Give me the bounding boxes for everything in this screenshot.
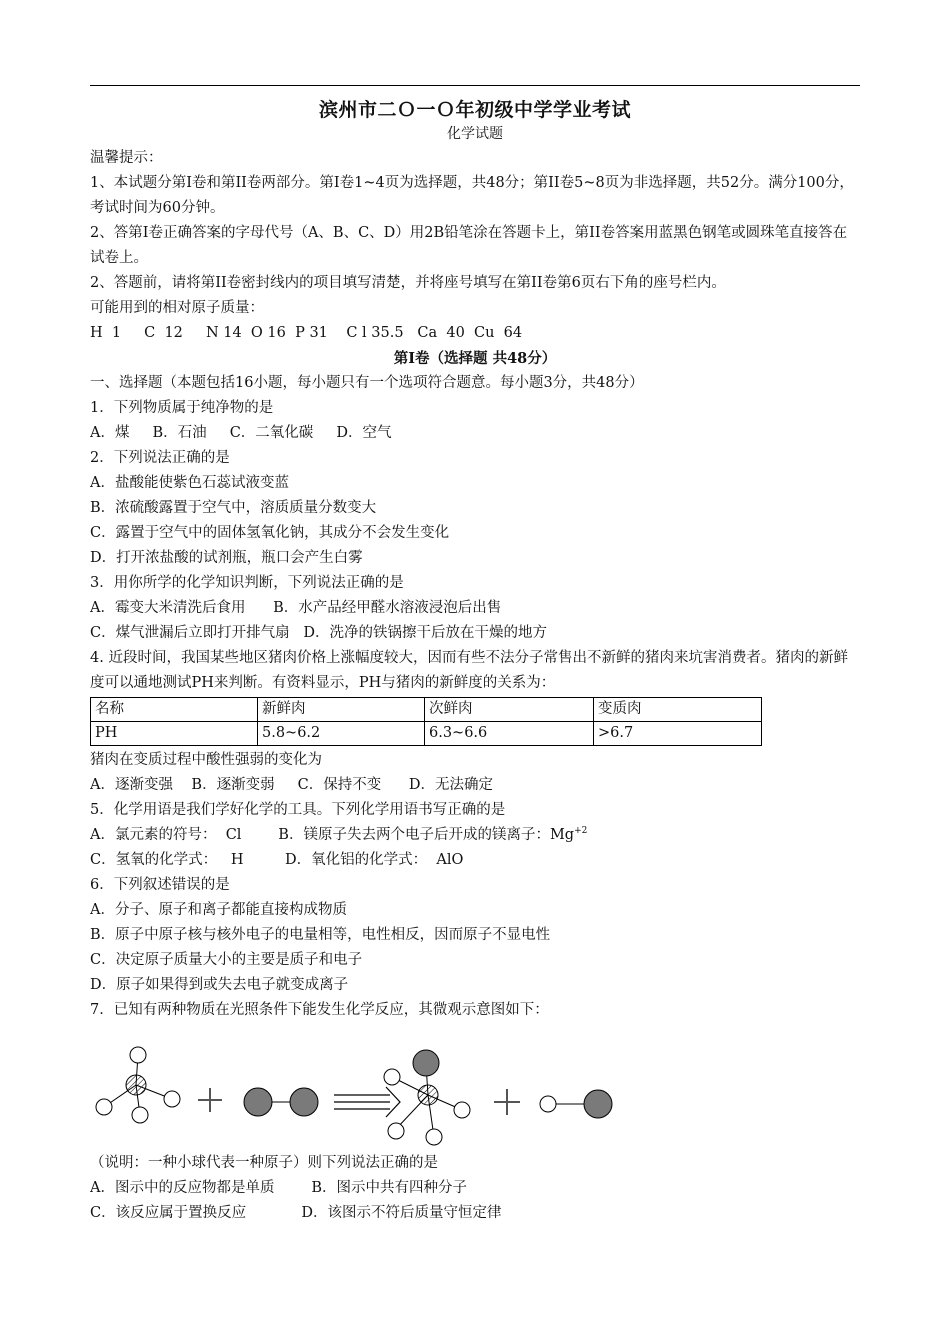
q1-options: A．煤 B．石油 C．二氧化碳 D．空气 (90, 425, 392, 441)
reactant-molecule-1 (96, 1047, 180, 1123)
ph-table-cell: PH (91, 722, 258, 746)
atomic-mass-heading: 可能用到的相对原子质量： (90, 300, 264, 316)
small-atom (130, 1047, 146, 1063)
q2-option-c: C．露置于空气中的固体氢氧化钠，其成分不会发生变化 (90, 525, 450, 541)
reactant-molecule-2 (244, 1088, 318, 1116)
notice-item-1: 1、本试题分第I卷和第II卷两部分。第I卷1~4页为选择题，共48分；第II卷5~8页为非选择题，共52分。满分100分，考试时间为60分钟。 (90, 175, 854, 216)
top-rule (90, 85, 860, 86)
ph-table-cell: 新鲜肉 (258, 698, 425, 722)
small-atom (132, 1107, 148, 1123)
product-molecule-1 (384, 1050, 470, 1145)
ph-table-cell: 次鲜肉 (425, 698, 594, 722)
exam-content (90, 146, 860, 1226)
ph-table-row (91, 722, 762, 746)
small-atom (384, 1069, 400, 1085)
q6-stem: 6．下列叙述错误的是 (90, 877, 230, 893)
ph-table-cell: >6.7 (594, 722, 762, 746)
q6-option-c: C．决定原子质量大小的主要是质子和电子 (90, 952, 363, 968)
dark-atom (413, 1050, 439, 1076)
q1-stem: 1．下列物质属于纯净物的是 (90, 400, 274, 416)
q6-option-d: D．原子如果得到或失去电子就变成离子 (90, 977, 349, 993)
notice-heading: 温馨提示： (90, 150, 163, 166)
q3-stem: 3．用你所学的化学知识判断，下列说法正确的是 (90, 575, 404, 591)
dark-atom (290, 1088, 318, 1116)
small-atom (388, 1123, 404, 1139)
plus-sign (494, 1089, 520, 1115)
q5-options-cd: C．氢氧的化学式： H D．氧化铝的化学式： AlO (90, 852, 464, 868)
q6-option-b: B．原子中原子核与核外电子的电量相等，电性相反，因而原子不显电性 (90, 927, 551, 943)
dark-atom (584, 1090, 612, 1118)
q3-options-cd: C．煤气泄漏后立即打开排气扇 D．洗净的铁锅擦干后放在干燥的地方 (90, 625, 548, 641)
small-atom (540, 1096, 556, 1112)
q2-stem: 2．下列说法正确的是 (90, 450, 230, 466)
ph-table (90, 697, 762, 746)
q7-options-cd: C．该反应属于置换反应 D．该图示不符后质量守恒定律 (90, 1205, 502, 1221)
ph-table-cell: 变质肉 (594, 698, 762, 722)
reaction-diagram (90, 1025, 860, 1147)
ph-table-cell: 名称 (91, 698, 258, 722)
q2-option-b: B．浓硫酸露置于空气中，溶质质量分数变大 (90, 500, 377, 516)
q5-options-ab-text: A．氯元素的符号： Cl B．镁原子失去两个电子后开成的镁离子：Mg (90, 827, 575, 843)
q4-options: A．逐渐变强 B．逐渐变弱 C．保持不变 D．无法确定 (90, 777, 493, 793)
q5-options-ab (90, 823, 860, 848)
q4-question: 猪肉在变质过程中酸性强弱的变化为 (90, 752, 322, 768)
q7-options-ab: A．图示中的反应物都是单质 B．图示中共有四种分子 (90, 1180, 467, 1196)
exam-title: 滨州市二Ｏ一Ｏ年初级中学学业考试 (318, 99, 631, 121)
mg-ion-charge: +2 (574, 826, 588, 837)
dark-atom (244, 1088, 272, 1116)
hatched-atom (126, 1075, 146, 1095)
small-atom (96, 1099, 112, 1115)
hatched-atom (418, 1085, 438, 1105)
reaction-arrow (334, 1087, 400, 1117)
small-atom (454, 1102, 470, 1118)
q5-stem: 5．化学用语是我们学好化学的工具。下列化学用语书写正确的是 (90, 802, 506, 818)
small-atom (426, 1129, 442, 1145)
q7-note: （说明：一种小球代表一种原子）则下列说法正确的是 (90, 1155, 438, 1171)
section-1-title: 第I卷（选择题 共48分） (393, 350, 557, 367)
q2-option-a: A．盐酸能使紫色石蕊试液变蓝 (90, 475, 289, 491)
ph-table-header-row (91, 698, 762, 722)
q2-option-d: D．打开浓盐酸的试剂瓶，瓶口会产生白雾 (90, 550, 363, 566)
ph-table-cell: 6.3~6.6 (425, 722, 594, 746)
ph-table-cell: 5.8~6.2 (258, 722, 425, 746)
q3-options-ab: A．霉变大米清洗后食用 B．水产品经甲醛水溶液浸泡后出售 (90, 600, 502, 616)
small-atom (164, 1091, 180, 1107)
q4-stem: 4. 近段时间，我国某些地区猪肉价格上涨幅度较大，因而有些不法分子常售出不新鲜的猪肉来坑害消费者。猪肉的新鲜度可以通地测试PH来判断。有资料显示，PH与猪肉的新鲜度的关系为： (90, 650, 848, 691)
notice-item-2: 2、答第I卷正确答案的字母代号（A、B、C、D）用2B铅笔涂在答题卡上，第II卷答案用蓝黑色钢笔或圆珠笔直接答在试卷上。 (90, 225, 848, 266)
reaction-diagram-svg (90, 1025, 650, 1147)
notice-item-3: 2、答题前，请将第II卷密封线内的项目填写清楚，并将座号填写在第II卷第6页右下角的座号栏内。 (90, 275, 726, 291)
atomic-mass-values: H 1 C 12 N 14 O 16 P 31 C l 35.5 Ca 40 Cu 64 (90, 325, 523, 341)
section-1-intro: 一、选择题（本题包括16小题，每小题只有一个选项符合题意。每小题3分，共48分） (90, 375, 644, 391)
q6-option-a: A．分子、原子和离子都能直接构成物质 (90, 902, 347, 918)
q7-stem: 7．已知有两种物质在光照条件下能发生化学反应，其微观示意图如下： (90, 1002, 549, 1018)
exam-subtitle: 化学试题 (447, 126, 503, 142)
product-molecule-2 (540, 1090, 612, 1118)
plus-sign (198, 1088, 222, 1112)
